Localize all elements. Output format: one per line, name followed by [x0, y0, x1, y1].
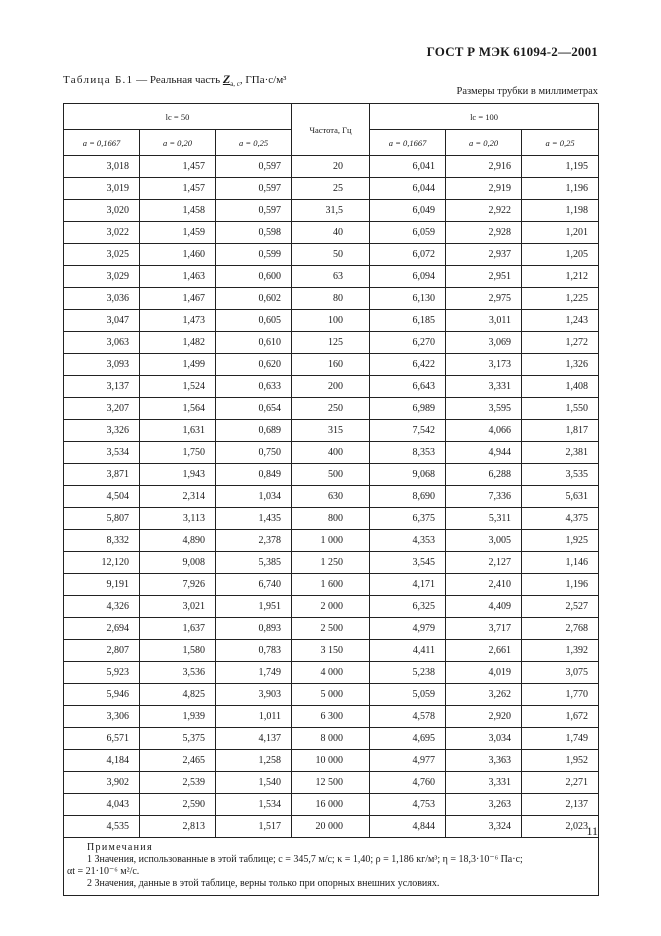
value-cell: 4,066 [446, 420, 522, 442]
value-cell: 6,059 [370, 222, 446, 244]
value-cell: 0,598 [216, 222, 292, 244]
table-row [64, 816, 599, 838]
frequency-cell: 3 150 [292, 640, 370, 662]
value-cell: 1,196 [522, 178, 599, 200]
table-row [64, 266, 599, 288]
value-cell: 4,578 [370, 706, 446, 728]
value-cell: 2,381 [522, 442, 599, 464]
value-cell: 2,807 [64, 640, 140, 662]
value-cell: 2,527 [522, 596, 599, 618]
note-1: 1 Значения, использованные в этой таблице; c = 345,7 м/с; κ = 1,40; ρ = 1,186 кг/м³; η = 18,3·10⁻⁶ Па·с; [87, 854, 523, 865]
value-cell: 2,137 [522, 794, 599, 816]
value-cell: 1,212 [522, 266, 599, 288]
frequency-cell: 80 [292, 288, 370, 310]
value-cell: 3,022 [64, 222, 140, 244]
value-cell: 2,922 [446, 200, 522, 222]
table-row [64, 684, 599, 706]
value-cell: 1,201 [522, 222, 599, 244]
table-row [64, 464, 599, 486]
value-cell: 1,580 [140, 640, 216, 662]
frequency-cell: 200 [292, 376, 370, 398]
value-cell: 9,008 [140, 552, 216, 574]
value-cell: 1,034 [216, 486, 292, 508]
value-cell: 0,602 [216, 288, 292, 310]
caption-text: — Реальная часть [133, 74, 223, 86]
value-cell: 6,325 [370, 596, 446, 618]
frequency-cell: 800 [292, 508, 370, 530]
value-cell: 4,977 [370, 750, 446, 772]
value-cell: 1,392 [522, 640, 599, 662]
sub-header: a = 0,20 [446, 130, 522, 156]
value-cell: 4,411 [370, 640, 446, 662]
value-cell: 1,817 [522, 420, 599, 442]
page-number: 11 [586, 824, 598, 838]
value-cell: 4,043 [64, 794, 140, 816]
value-cell: 1,672 [522, 706, 599, 728]
value-cell: 2,975 [446, 288, 522, 310]
caption-prefix: Таблица Б.1 [63, 74, 134, 86]
value-cell: 0,689 [216, 420, 292, 442]
value-cell: 5,631 [522, 486, 599, 508]
value-cell: 4,019 [446, 662, 522, 684]
value-cell: 6,041 [370, 156, 446, 178]
value-cell: 4,326 [64, 596, 140, 618]
value-cell: 6,422 [370, 354, 446, 376]
value-cell: 1,460 [140, 244, 216, 266]
value-cell: 1,482 [140, 332, 216, 354]
value-cell: 6,288 [446, 464, 522, 486]
frequency-cell: 1 600 [292, 574, 370, 596]
value-cell: 0,783 [216, 640, 292, 662]
value-cell: 4,353 [370, 530, 446, 552]
value-cell: 0,893 [216, 618, 292, 640]
value-cell: 0,633 [216, 376, 292, 398]
table-row [64, 662, 599, 684]
table-row [64, 178, 599, 200]
caption-symbol: Z [222, 72, 231, 86]
value-cell: 4,825 [140, 684, 216, 706]
table-row [64, 530, 599, 552]
value-cell: 3,093 [64, 354, 140, 376]
value-cell: 0,750 [216, 442, 292, 464]
frequency-cell: 2 000 [292, 596, 370, 618]
group-header-right: lc = 100 [370, 104, 599, 130]
frequency-cell: 6 300 [292, 706, 370, 728]
value-cell: 3,903 [216, 684, 292, 706]
value-cell: 12,120 [64, 552, 140, 574]
value-cell: 3,063 [64, 332, 140, 354]
value-cell: 5,807 [64, 508, 140, 530]
value-cell: 4,535 [64, 816, 140, 838]
table-row [64, 596, 599, 618]
frequency-cell: 1 250 [292, 552, 370, 574]
value-cell: 1,457 [140, 178, 216, 200]
value-cell: 6,185 [370, 310, 446, 332]
value-cell: 3,263 [446, 794, 522, 816]
caption-subscript: a, c [230, 80, 240, 89]
table-row [64, 420, 599, 442]
table-row [64, 552, 599, 574]
value-cell: 3,207 [64, 398, 140, 420]
value-cell: 0,600 [216, 266, 292, 288]
value-cell: 4,979 [370, 618, 446, 640]
value-cell: 3,021 [140, 596, 216, 618]
value-cell: 1,258 [216, 750, 292, 772]
sub-header: a = 0,1667 [64, 130, 140, 156]
value-cell: 3,173 [446, 354, 522, 376]
value-cell: 1,770 [522, 684, 599, 706]
value-cell: 1,243 [522, 310, 599, 332]
value-cell: 1,550 [522, 398, 599, 420]
frequency-header: Частота, Гц [292, 104, 370, 156]
value-cell: 3,137 [64, 376, 140, 398]
value-cell: 1,463 [140, 266, 216, 288]
table-row [64, 750, 599, 772]
value-cell: 1,631 [140, 420, 216, 442]
value-cell: 0,599 [216, 244, 292, 266]
value-cell: 3,047 [64, 310, 140, 332]
value-cell: 1,435 [216, 508, 292, 530]
value-cell: 6,130 [370, 288, 446, 310]
frequency-cell: 50 [292, 244, 370, 266]
value-cell: 1,951 [216, 596, 292, 618]
value-cell: 1,225 [522, 288, 599, 310]
value-cell: 3,595 [446, 398, 522, 420]
table-row [64, 376, 599, 398]
value-cell: 3,331 [446, 772, 522, 794]
value-cell: 3,113 [140, 508, 216, 530]
value-cell: 1,272 [522, 332, 599, 354]
value-cell: 7,336 [446, 486, 522, 508]
table-row [64, 156, 599, 178]
frequency-cell: 100 [292, 310, 370, 332]
value-cell: 0,597 [216, 178, 292, 200]
value-cell: 3,025 [64, 244, 140, 266]
value-cell: 6,375 [370, 508, 446, 530]
frequency-cell: 1 000 [292, 530, 370, 552]
note-2: 2 Значения, данные в этой таблице, верны только при опорных внешних условиях. [87, 878, 440, 889]
value-cell: 4,184 [64, 750, 140, 772]
value-cell: 3,545 [370, 552, 446, 574]
table-row [64, 310, 599, 332]
value-cell: 1,326 [522, 354, 599, 376]
value-cell: 4,844 [370, 816, 446, 838]
value-cell: 4,944 [446, 442, 522, 464]
value-cell: 1,473 [140, 310, 216, 332]
value-cell: 4,137 [216, 728, 292, 750]
value-cell: 3,034 [446, 728, 522, 750]
notes-title: Примечания [87, 842, 153, 853]
value-cell: 2,916 [446, 156, 522, 178]
frequency-cell: 40 [292, 222, 370, 244]
value-cell: 6,094 [370, 266, 446, 288]
value-cell: 0,597 [216, 200, 292, 222]
value-cell: 0,597 [216, 156, 292, 178]
value-cell: 4,890 [140, 530, 216, 552]
table-row [64, 442, 599, 464]
value-cell: 3,871 [64, 464, 140, 486]
value-cell: 2,919 [446, 178, 522, 200]
value-cell: 2,813 [140, 816, 216, 838]
value-cell: 1,925 [522, 530, 599, 552]
value-cell: 5,059 [370, 684, 446, 706]
value-cell: 3,324 [446, 816, 522, 838]
value-cell: 1,408 [522, 376, 599, 398]
caption-unit: , ГПа·с/м³ [239, 74, 287, 86]
value-cell: 8,353 [370, 442, 446, 464]
frequency-cell: 31,5 [292, 200, 370, 222]
value-cell: 4,760 [370, 772, 446, 794]
frequency-cell: 5 000 [292, 684, 370, 706]
value-cell: 6,571 [64, 728, 140, 750]
value-cell: 5,946 [64, 684, 140, 706]
frequency-cell: 500 [292, 464, 370, 486]
value-cell: 6,740 [216, 574, 292, 596]
value-cell: 3,069 [446, 332, 522, 354]
table-row [64, 200, 599, 222]
value-cell: 2,410 [446, 574, 522, 596]
value-cell: 1,517 [216, 816, 292, 838]
table-row [64, 574, 599, 596]
value-cell: 2,378 [216, 530, 292, 552]
value-cell: 0,605 [216, 310, 292, 332]
sub-header: a = 0,1667 [370, 130, 446, 156]
sub-header: a = 0,25 [216, 130, 292, 156]
value-cell: 9,191 [64, 574, 140, 596]
table-row [64, 354, 599, 376]
frequency-cell: 63 [292, 266, 370, 288]
value-cell: 1,943 [140, 464, 216, 486]
value-cell: 2,465 [140, 750, 216, 772]
value-cell: 3,262 [446, 684, 522, 706]
value-cell: 2,920 [446, 706, 522, 728]
value-cell: 4,695 [370, 728, 446, 750]
value-cell: 1,540 [216, 772, 292, 794]
value-cell: 3,036 [64, 288, 140, 310]
value-cell: 1,637 [140, 618, 216, 640]
value-cell: 7,542 [370, 420, 446, 442]
value-cell: 1,459 [140, 222, 216, 244]
value-cell: 1,534 [216, 794, 292, 816]
table-body [64, 156, 599, 838]
value-cell: 4,409 [446, 596, 522, 618]
value-cell: 2,314 [140, 486, 216, 508]
value-cell: 8,690 [370, 486, 446, 508]
table-row [64, 728, 599, 750]
frequency-cell: 12 500 [292, 772, 370, 794]
value-cell: 6,270 [370, 332, 446, 354]
frequency-cell: 125 [292, 332, 370, 354]
value-cell: 3,018 [64, 156, 140, 178]
value-cell: 2,694 [64, 618, 140, 640]
value-cell: 5,375 [140, 728, 216, 750]
frequency-cell: 630 [292, 486, 370, 508]
value-cell: 1,939 [140, 706, 216, 728]
value-cell: 3,717 [446, 618, 522, 640]
value-cell: 2,937 [446, 244, 522, 266]
table-row [64, 288, 599, 310]
table-row [64, 640, 599, 662]
value-cell: 3,020 [64, 200, 140, 222]
value-cell: 2,539 [140, 772, 216, 794]
value-cell: 3,363 [446, 750, 522, 772]
document-header: ГОСТ Р МЭК 61094-2—2001 [426, 44, 598, 59]
value-cell: 2,590 [140, 794, 216, 816]
value-cell: 3,534 [64, 442, 140, 464]
value-cell: 8,332 [64, 530, 140, 552]
value-cell: 3,005 [446, 530, 522, 552]
value-cell: 3,902 [64, 772, 140, 794]
value-cell: 0,654 [216, 398, 292, 420]
frequency-cell: 16 000 [292, 794, 370, 816]
value-cell: 4,171 [370, 574, 446, 596]
table-row [64, 772, 599, 794]
value-cell: 6,044 [370, 178, 446, 200]
value-cell: 1,458 [140, 200, 216, 222]
sub-header: a = 0,20 [140, 130, 216, 156]
value-cell: 4,753 [370, 794, 446, 816]
value-cell: 3,536 [140, 662, 216, 684]
value-cell: 1,499 [140, 354, 216, 376]
value-cell: 6,072 [370, 244, 446, 266]
value-cell: 3,019 [64, 178, 140, 200]
value-cell: 2,661 [446, 640, 522, 662]
value-cell: 1,198 [522, 200, 599, 222]
value-cell: 6,049 [370, 200, 446, 222]
frequency-cell: 160 [292, 354, 370, 376]
value-cell: 6,989 [370, 398, 446, 420]
value-cell: 1,524 [140, 376, 216, 398]
value-cell: 3,075 [522, 662, 599, 684]
value-cell: 1,195 [522, 156, 599, 178]
value-cell: 1,196 [522, 574, 599, 596]
table-row [64, 222, 599, 244]
frequency-cell: 4 000 [292, 662, 370, 684]
value-cell: 5,385 [216, 552, 292, 574]
value-cell: 4,504 [64, 486, 140, 508]
value-cell: 0,849 [216, 464, 292, 486]
table-row [64, 332, 599, 354]
frequency-cell: 2 500 [292, 618, 370, 640]
frequency-cell: 8 000 [292, 728, 370, 750]
value-cell: 1,205 [522, 244, 599, 266]
frequency-cell: 250 [292, 398, 370, 420]
value-cell: 1,467 [140, 288, 216, 310]
value-cell: 1,750 [140, 442, 216, 464]
frequency-cell: 10 000 [292, 750, 370, 772]
value-cell: 1,011 [216, 706, 292, 728]
frequency-cell: 25 [292, 178, 370, 200]
frequency-cell: 315 [292, 420, 370, 442]
value-cell: 2,951 [446, 266, 522, 288]
value-cell: 5,923 [64, 662, 140, 684]
sizes-note: Размеры трубки в миллиметрах [456, 86, 598, 97]
data-table [63, 103, 599, 896]
value-cell: 7,926 [140, 574, 216, 596]
value-cell: 1,564 [140, 398, 216, 420]
value-cell: 2,928 [446, 222, 522, 244]
value-cell: 1,146 [522, 552, 599, 574]
frequency-cell: 20 [292, 156, 370, 178]
table-row [64, 794, 599, 816]
table-row [64, 244, 599, 266]
value-cell: 5,311 [446, 508, 522, 530]
value-cell: 3,535 [522, 464, 599, 486]
value-cell: 0,620 [216, 354, 292, 376]
value-cell: 3,306 [64, 706, 140, 728]
table-row [64, 398, 599, 420]
value-cell: 2,023 [522, 816, 599, 838]
value-cell: 5,238 [370, 662, 446, 684]
value-cell: 1,457 [140, 156, 216, 178]
value-cell: 3,331 [446, 376, 522, 398]
value-cell: 3,029 [64, 266, 140, 288]
table-row [64, 618, 599, 640]
sub-header: a = 0,25 [522, 130, 599, 156]
value-cell: 0,610 [216, 332, 292, 354]
table-row [64, 706, 599, 728]
value-cell: 2,768 [522, 618, 599, 640]
value-cell: 2,271 [522, 772, 599, 794]
value-cell: 3,011 [446, 310, 522, 332]
note-1-continuation: αt = 21·10⁻⁶ м²/с. [67, 866, 140, 877]
group-header-left: lc = 50 [64, 104, 292, 130]
notes-block [64, 838, 599, 896]
value-cell: 4,375 [522, 508, 599, 530]
value-cell: 2,127 [446, 552, 522, 574]
frequency-cell: 20 000 [292, 816, 370, 838]
value-cell: 1,749 [216, 662, 292, 684]
value-cell: 6,643 [370, 376, 446, 398]
table-row [64, 486, 599, 508]
value-cell: 1,749 [522, 728, 599, 750]
frequency-cell: 400 [292, 442, 370, 464]
value-cell: 1,952 [522, 750, 599, 772]
value-cell: 3,326 [64, 420, 140, 442]
table-row [64, 508, 599, 530]
table-caption [63, 72, 286, 88]
value-cell: 9,068 [370, 464, 446, 486]
